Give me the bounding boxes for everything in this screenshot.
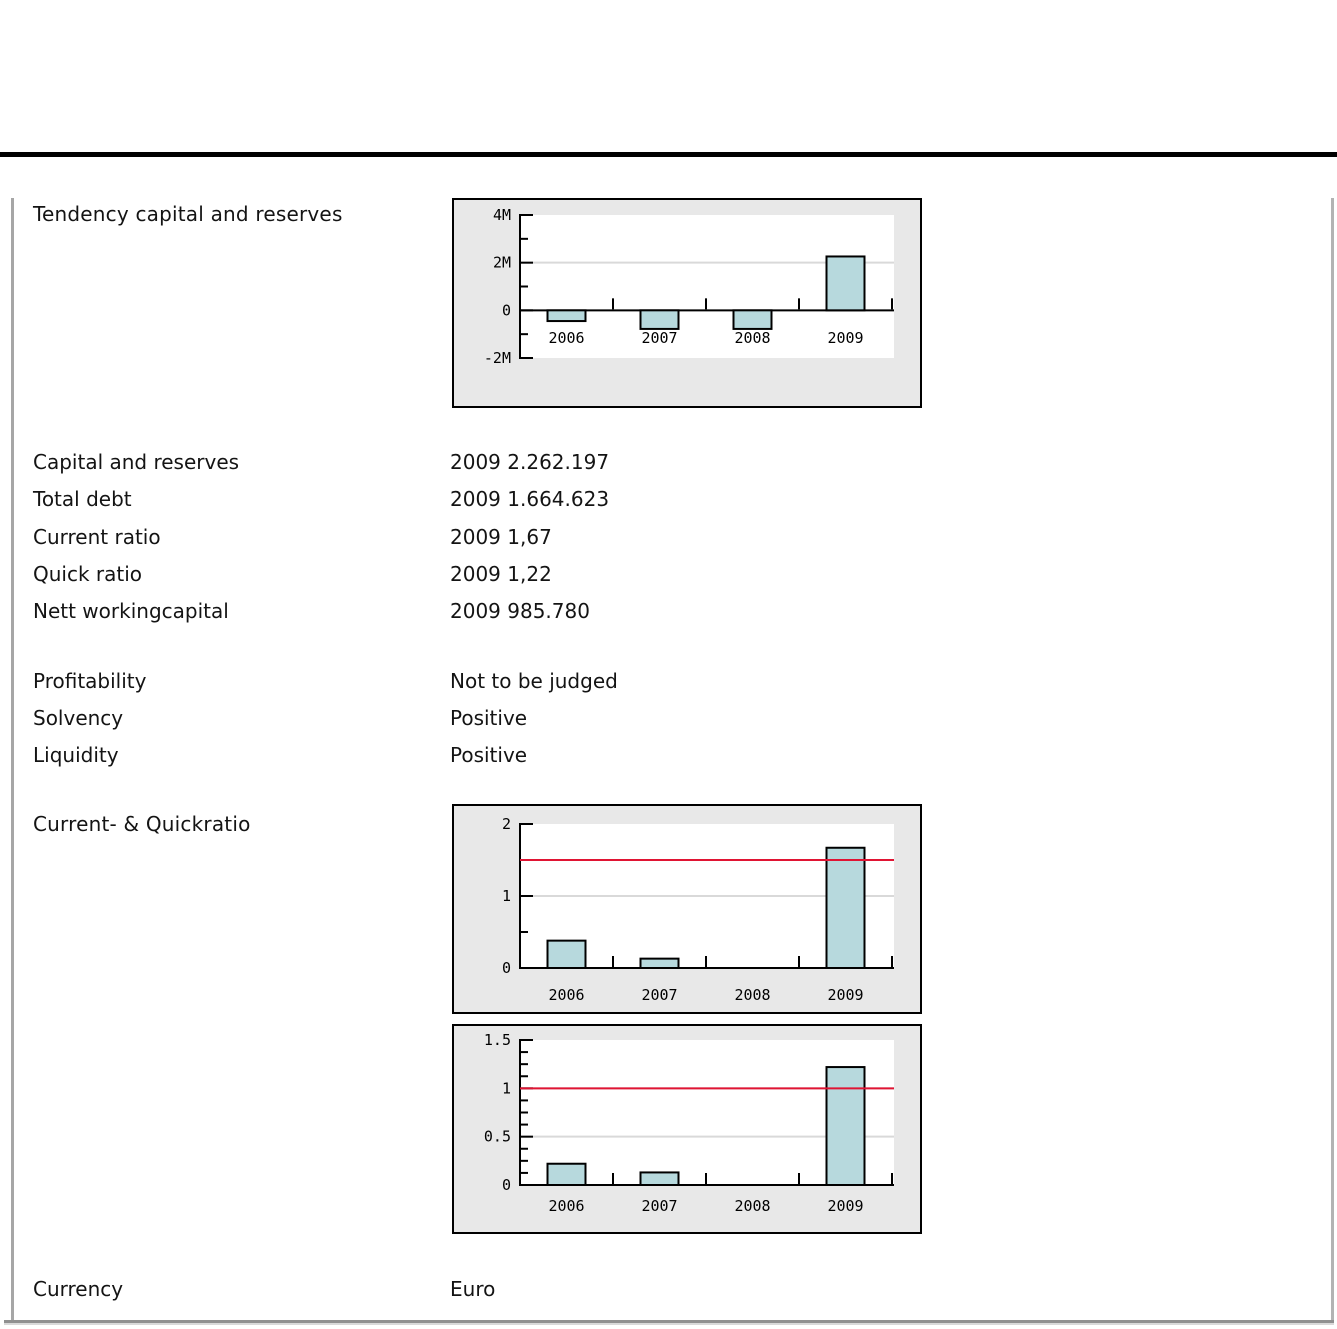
svg-text:2009: 2009 <box>827 329 864 347</box>
quick-ratio-chart <box>452 1024 922 1234</box>
quick-ratio-chart-canvas <box>454 1026 920 1232</box>
svg-text:0: 0 <box>501 301 511 320</box>
currency-row <box>0 1277 1337 1303</box>
svg-text:2007: 2007 <box>641 986 678 1004</box>
row-value: 2009 985.780 <box>450 599 590 623</box>
table-row <box>0 599 1337 625</box>
svg-text:1: 1 <box>501 1079 511 1098</box>
row-label: Quick ratio <box>33 562 143 586</box>
svg-text:2006: 2006 <box>548 986 585 1004</box>
svg-text:2006: 2006 <box>548 329 585 347</box>
svg-text:0: 0 <box>501 959 511 977</box>
svg-text:2008: 2008 <box>734 986 771 1004</box>
svg-text:0: 0 <box>501 1176 511 1194</box>
row-label: Profitability <box>33 669 147 693</box>
section-label-tendency: Tendency capital and reserves <box>33 202 343 226</box>
row-value: Not to be judged <box>450 669 618 693</box>
table-row <box>0 487 1337 513</box>
svg-text:-2M: -2M <box>483 349 511 367</box>
tendency-capital-chart <box>452 198 922 408</box>
row-label: Currency <box>33 1277 124 1301</box>
svg-text:2008: 2008 <box>734 329 771 347</box>
header-divider <box>0 152 1337 157</box>
section-label-ratio: Current- & Quickratio <box>33 812 251 836</box>
svg-text:2009: 2009 <box>827 1197 864 1215</box>
row-value: Positive <box>450 706 528 730</box>
row-label: Solvency <box>33 706 124 730</box>
row-value: Positive <box>450 743 528 767</box>
svg-text:4M: 4M <box>492 206 511 224</box>
table-row <box>0 525 1337 551</box>
svg-text:1: 1 <box>501 887 511 905</box>
table-row <box>0 562 1337 588</box>
row-value: 2009 1,67 <box>450 525 552 549</box>
row-label: Nett workingcapital <box>33 599 229 623</box>
judgement-row <box>0 743 1337 769</box>
judgement-row <box>0 706 1337 732</box>
row-label: Total debt <box>33 487 132 511</box>
current-ratio-chart-canvas <box>454 806 920 1012</box>
row-label: Liquidity <box>33 743 119 767</box>
svg-text:2: 2 <box>501 815 511 833</box>
row-label: Capital and reserves <box>33 450 240 474</box>
table-row <box>0 450 1337 476</box>
row-value: 2009 1,22 <box>450 562 552 586</box>
bottom-divider <box>4 1320 1334 1325</box>
current-ratio-chart <box>452 804 922 1014</box>
svg-text:2009: 2009 <box>827 986 864 1004</box>
row-value: Euro <box>450 1277 496 1301</box>
row-value: 2009 2.262.197 <box>450 450 610 474</box>
svg-text:2007: 2007 <box>641 1197 678 1215</box>
svg-text:2M: 2M <box>492 253 511 272</box>
svg-text:1.5: 1.5 <box>483 1031 511 1049</box>
svg-text:2007: 2007 <box>641 329 678 347</box>
judgement-row <box>0 669 1337 695</box>
svg-text:2008: 2008 <box>734 1197 771 1215</box>
svg-text:0.5: 0.5 <box>483 1127 511 1146</box>
row-value: 2009 1.664.623 <box>450 487 610 511</box>
row-label: Current ratio <box>33 525 161 549</box>
tendency-capital-chart-canvas <box>454 200 920 406</box>
svg-text:2006: 2006 <box>548 1197 585 1215</box>
